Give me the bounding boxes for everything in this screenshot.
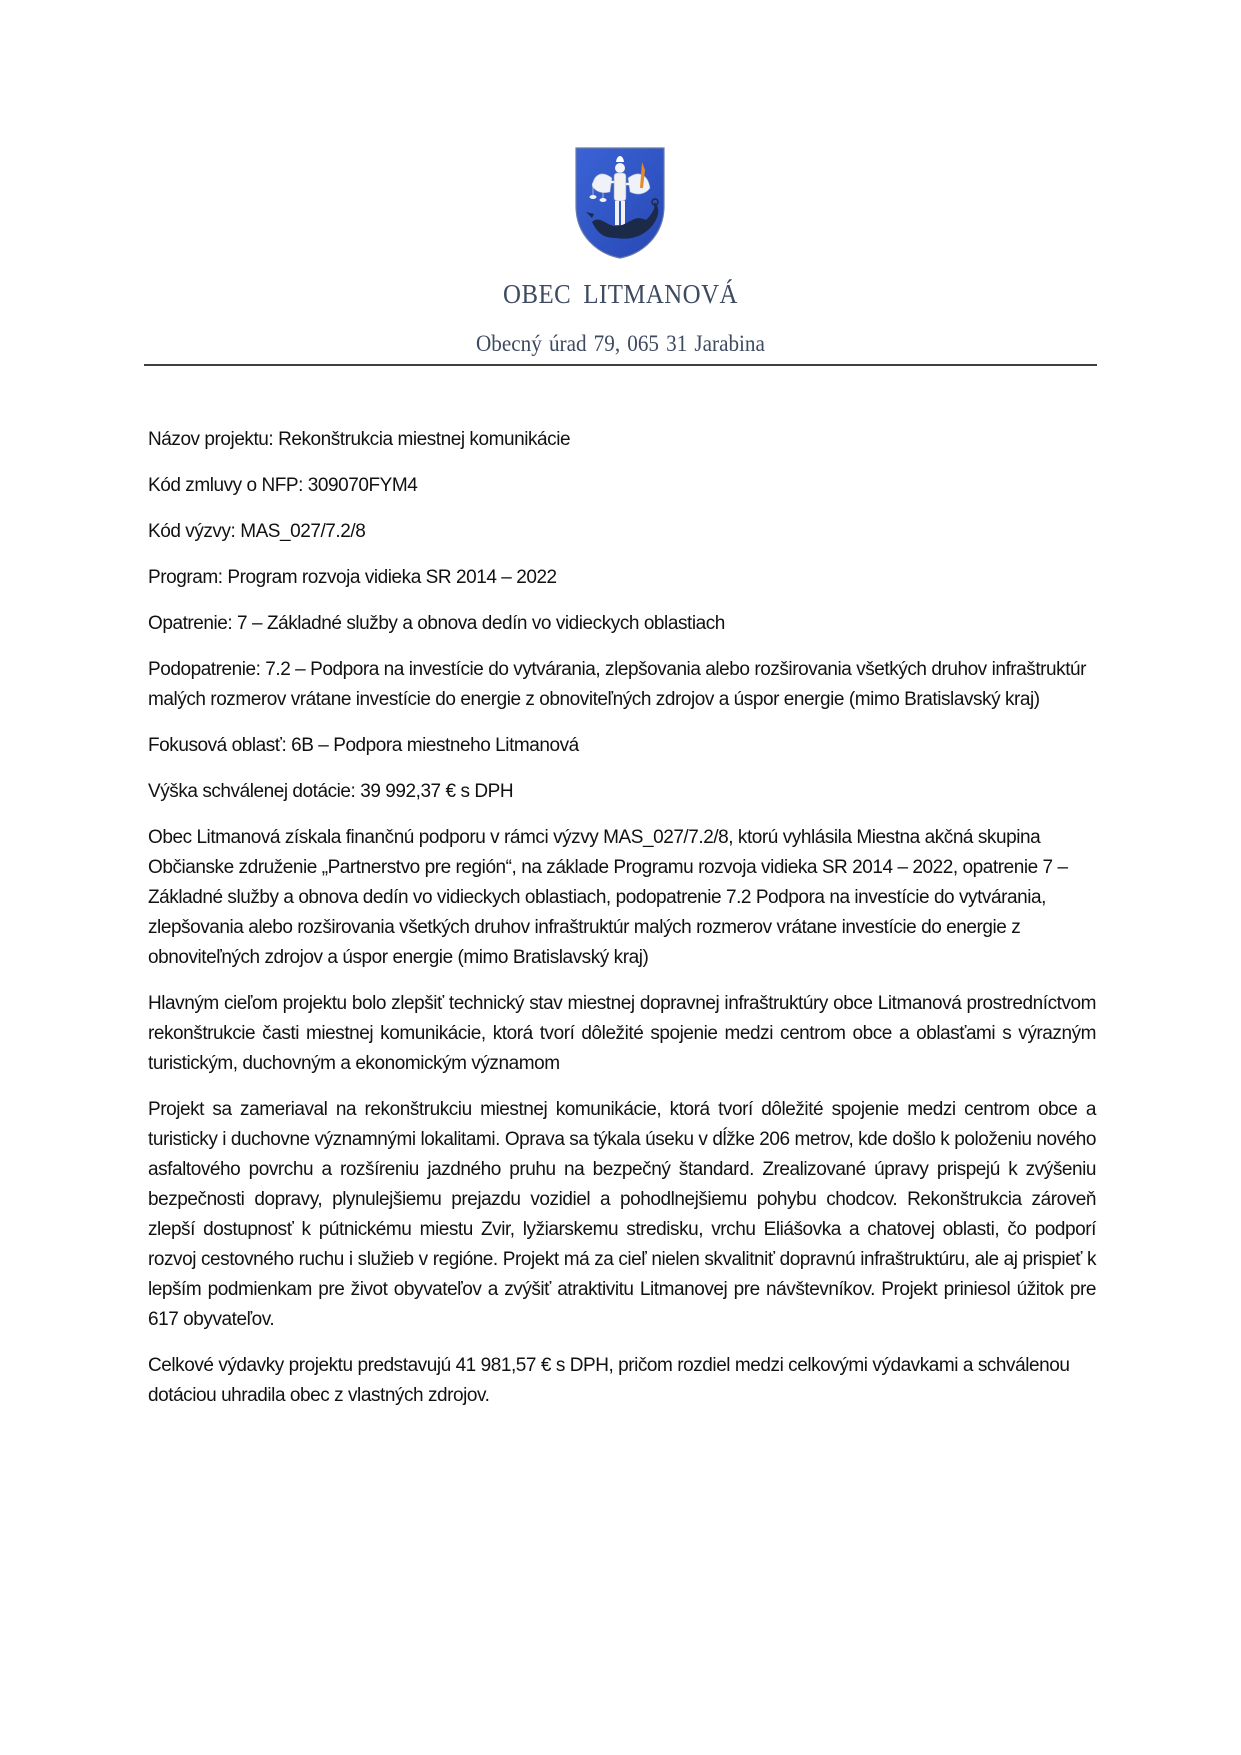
paragraph-goal: Hlavným cieľom projektu bolo zlepšiť technický stav miestnej dopravnej infraštruktúry obce Litmanová prostredníctvom rekonštrukcie časti miestnej komunikácie, ktorá tvorí dôležité spojenie medzi centrom obce a oblasťami s výrazným turistickým, duchovným a ekonomickým významom: [148, 993, 1096, 1074]
field-call-code: Kód výzvy: MAS_027/7.2/8: [148, 521, 366, 542]
field-measure: Opatrenie: 7 – Základné služby a obnova dedín vo vidieckych oblastiach: [148, 613, 725, 634]
paragraph-funding: Obec Litmanová získala finančnú podporu v rámci výzvy MAS_027/7.2/8, ktorú vyhlásila Miestna akčná skupina Občianske združenie „Partnerstvo pre región“, na základe Programu rozvoja vidieka SR 2014 – 2022, opatrenie 7 – Základné služby a obnova dedín vo vidieckych oblastiach, podopatrenie 7.2 Podpora na investície do vytvárania, zlepšovania alebo rozširovania všetkých druhov infraštruktúr malých rozmerov vrátane investície do energie z obnoviteľných zdrojov a úspor energie (mimo Bratislavský kraj): [148, 827, 1068, 968]
municipality-address: Obecný úrad 79, 065 31 Jarabina: [476, 331, 765, 356]
field-focus-area: Fokusová oblasť: 6B – Podpora miestneho Litmanová: [148, 735, 579, 756]
paragraph-total-expenses: Celkové výdavky projektu predstavujú 41 981,57 € s DPH, pričom rozdiel medzi celkovými výdavkami a schválenou dotáciou uhradila obec z vlastných zdrojov.: [148, 1355, 1070, 1406]
field-project-name: Názov projektu: Rekonštrukcia miestnej komunikácie: [148, 429, 571, 450]
document-body: [148, 425, 1096, 1427]
coat-of-arms-icon: [572, 144, 668, 260]
field-contract-code: Kód zmluvy o NFP: 309070FYM4: [148, 475, 418, 496]
municipality-title: OBEC LITMANOVÁ: [503, 279, 738, 309]
field-program: Program: Program rozvoja vidieka SR 2014 – 2022: [148, 567, 557, 588]
field-submeasure: Podopatrenie: 7.2 – Podpora na investície do vytvárania, zlepšovania alebo rozširovania všetkých druhov infraštruktúr malých rozmerov vrátane investície do energie z obnoviteľných zdrojov a úspor energie (mimo Bratislavský kraj): [148, 659, 1087, 710]
paragraph-project-description: Projekt sa zameriaval na rekonštrukciu miestnej komunikácie, ktorá tvorí dôležité spojenie medzi centrom obce a turisticky i duchovne významnými lokalitami. Oprava sa týkala úseku v dĺžke 206 metrov, kde došlo k položeniu nového asfaltového povrchu a rozšíreniu jazdného pruhu na bezpečný štandard. Zrealizované úpravy prispejú k zvýšeniu bezpečnosti dopravy, plynulejšiemu prejazdu vozidiel a pohodlnejšiemu pohybu chodcov. Rekonštrukcia zároveň zlepší dostupnosť k pútnickému miestu Zvir, lyžiarskemu stredisku, vrchu Eliášovka a chatovej oblasti, čo podporí rozvoj cestovného ruchu i služieb v regióne. Projekt má za cieľ nielen skvalitniť dopravnú infraštruktúru, ale aj prispieť k lepším podmienkam pre život obyvateľov a zvýšiť atraktivitu Litmanovej pre návštevníkov. Projekt priniesol úžitok pre 617 obyvateľov.: [148, 1099, 1096, 1330]
field-approved-grant: Výška schválenej dotácie: 39 992,37 € s DPH: [148, 781, 514, 802]
header-divider: [144, 364, 1097, 366]
